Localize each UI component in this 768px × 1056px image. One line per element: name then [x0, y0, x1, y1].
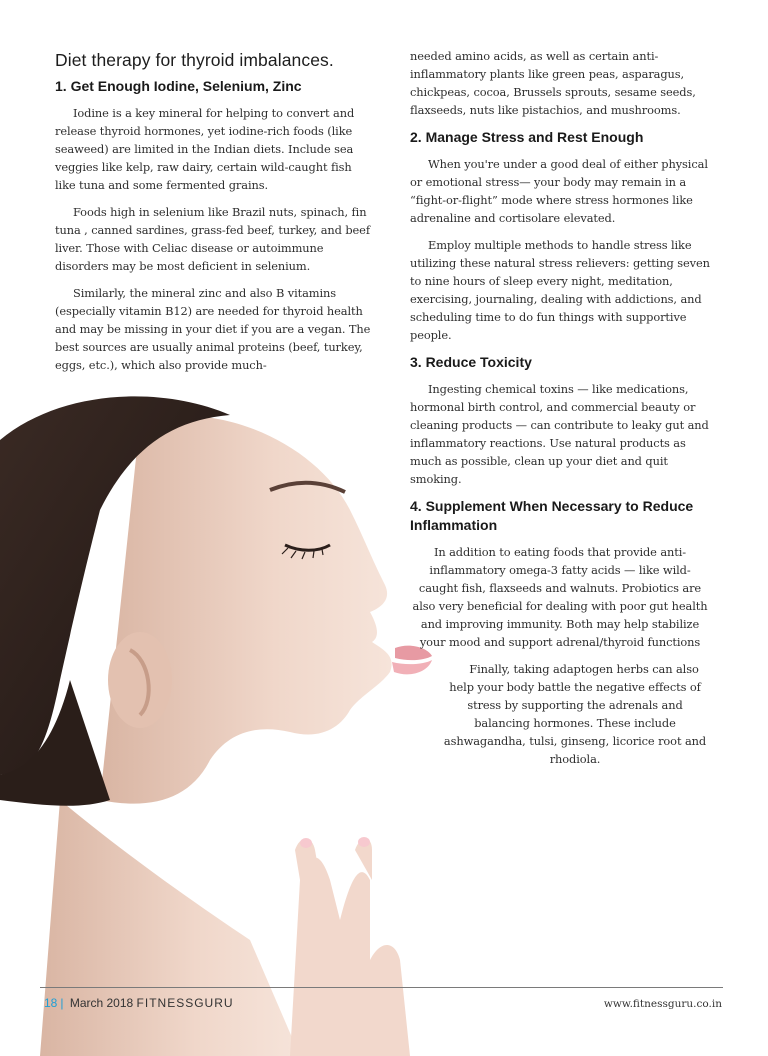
- right-column: [410, 47, 710, 777]
- paragraph-toxicity: Ingesting chemical toxins — like medications, hormonal birth control, and commercial beauty or cleaning products — can contribute to leaky gut and inflammatory reactions. Use natural products as much as possible, clean up your diet and quit smoking.: [410, 382, 709, 486]
- section-title: Diet therapy for thyroid imbalances.: [55, 50, 334, 70]
- paragraph-supplement-1: In addition to eating foods that provide anti-inflammatory omega-3 fatty acids — like wild-caught fish, flaxseeds and walnuts. Probiotics are also very beneficial for dealing with poor gut health and improving immunity. Both may help stabilize your mood and support adrenal/thyroid functions: [412, 545, 708, 649]
- paragraph-supplement-2: Finally, taking adaptogen herbs can also help your body battle the negative effects of stress by supporting the adrenals and balancing hormones. These include ashwagandha, tulsi, ginseng, licorice root and rhodiola.: [443, 662, 707, 766]
- heading-manage-stress: 2. Manage Stress and Rest Enough: [410, 129, 644, 145]
- heading-iodine-selenium-zinc: 1. Get Enough Iodine, Selenium, Zinc: [55, 78, 302, 94]
- website-url: www.fitnessguru.co.in: [603, 998, 722, 1010]
- page-number: 18: [44, 996, 58, 1010]
- paragraph-iodine: Iodine is a key mineral for helping to convert and release thyroid hormones, yet iodine-rich foods (like seaweed) are limited in the Indian diets. Include sea veggies like kelp, raw dairy, certain wild-caught fish like tuna and some fermented grains.: [55, 106, 355, 192]
- paragraph-amino-acids: needed amino acids, as well as certain anti-inflammatory plants like green peas, asparagus, chickpeas, cocoa, Brussels sprouts, sesame seeds, flaxseeds, nuts like pistachios, and mushrooms.: [410, 49, 696, 117]
- footer-issue-info: [44, 996, 234, 1010]
- footer-divider: [40, 987, 723, 988]
- heading-reduce-toxicity: 3. Reduce Toxicity: [410, 354, 532, 370]
- footer-separator: |: [60, 996, 64, 1010]
- paragraph-stress-1: When you're under a good deal of either physical or emotional stress— your body may remain in a “fight-or-flight” mode where stress hormones like adrenaline and cortisolare elevated.: [410, 157, 708, 225]
- paragraph-zinc: Similarly, the mineral zinc and also B vitamins (especially vitamin B12) are needed for thyroid health and may be missing in your diet if you are a vegan. The best sources are usually animal proteins (beef, turkey, eggs, etc.), which also provide much-: [55, 286, 371, 372]
- issue-date: March 2018: [69, 996, 134, 1010]
- magazine-name: FITNESSGURU: [136, 996, 234, 1010]
- paragraph-selenium: Foods high in selenium like Brazil nuts, spinach, fin tuna , canned sardines, grass-fed beef, turkey, and beef liver. Those with Celiac disease or autoimmune disorders may be most deficient in selenium.: [55, 205, 370, 273]
- left-column: [55, 50, 373, 383]
- paragraph-stress-2: Employ multiple methods to handle stress like utilizing these natural stress relievers: getting seven to nine hours of sleep every night, meditation, exercising, journaling, dealing with addictions, and scheduling time to do fun things with supportive people.: [410, 238, 710, 342]
- heading-supplement: 4. Supplement When Necessary to Reduce Inflammation: [410, 498, 694, 533]
- woman-profile-photo: [0, 380, 470, 1056]
